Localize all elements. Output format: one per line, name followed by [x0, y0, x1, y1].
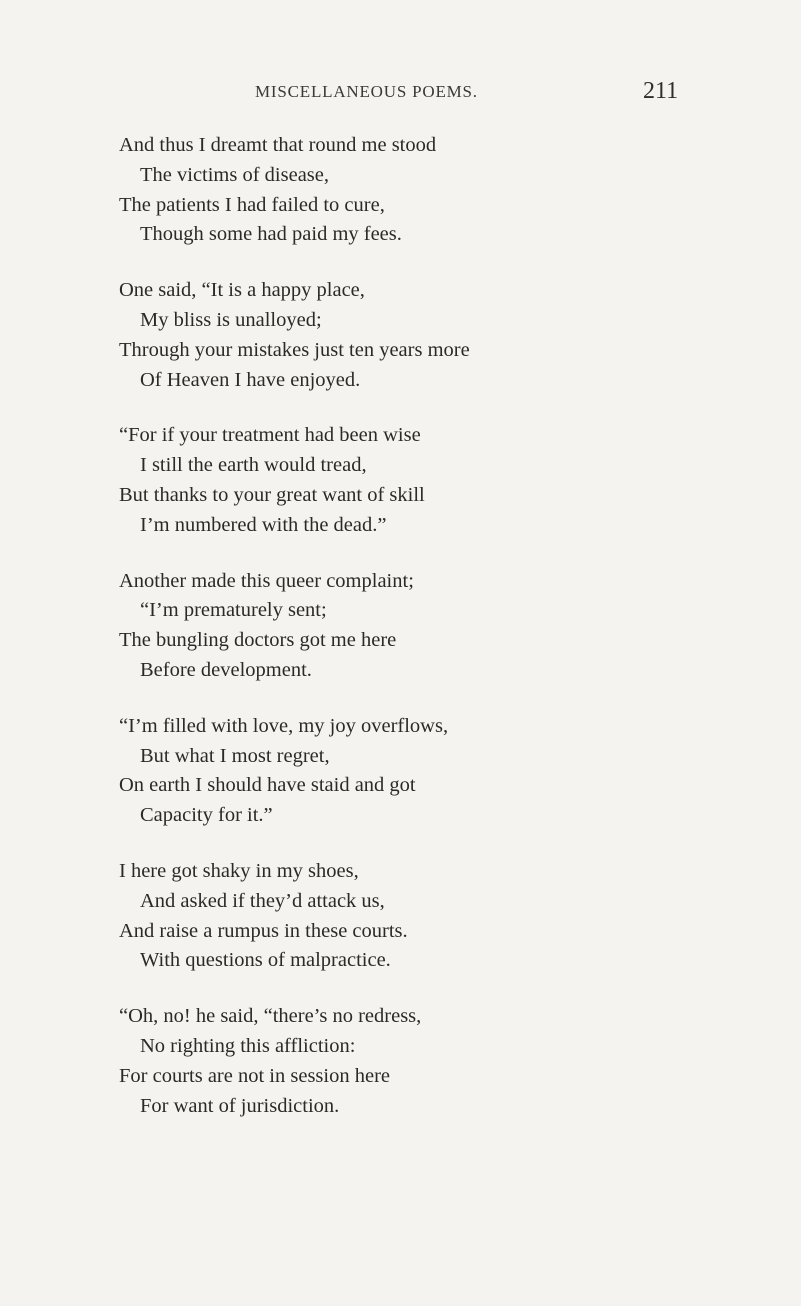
- stanza-1: [0, 131, 801, 250]
- poem-line: And asked if they’d attack us,: [140, 889, 385, 912]
- page-header: [0, 78, 801, 112]
- stanza-7: [0, 1002, 801, 1121]
- running-title: MISCELLANEOUS POEMS.: [255, 82, 478, 101]
- poem-line: “I’m filled with love, my joy overflows,: [119, 714, 449, 737]
- poem-line: No righting this affliction:: [140, 1034, 356, 1057]
- stanza-4: [0, 567, 801, 686]
- stanza-3: [0, 421, 801, 540]
- stanza-2: [0, 276, 801, 395]
- stanza-5: [0, 712, 801, 831]
- poem-line: The patients I had failed to cure,: [119, 193, 385, 216]
- poem-line: “For if your treatment had been wise: [119, 424, 421, 447]
- poem-line: Another made this queer complaint;: [119, 569, 414, 592]
- poem-line: The victims of disease,: [140, 163, 330, 186]
- poem-line: And raise a rumpus in these courts.: [119, 919, 408, 942]
- poem-line: “I’m prematurely sent;: [140, 599, 327, 622]
- poem-line: I still the earth would tread,: [140, 454, 367, 477]
- poem-line: Before development.: [140, 658, 312, 681]
- poem-line: But thanks to your great want of skill: [119, 483, 425, 506]
- poem-line: My bliss is unalloyed;: [140, 308, 322, 331]
- poem-line: Capacity for it.”: [140, 804, 273, 827]
- poem: [0, 131, 801, 1147]
- poem-line: I’m numbered with the dead.”: [140, 513, 387, 536]
- poem-line: Though some had paid my fees.: [140, 223, 402, 246]
- poem-line: I here got shaky in my shoes,: [119, 859, 359, 882]
- poem-line: “Oh, no! he said, “there’s no redress,: [119, 1005, 422, 1028]
- poem-line: On earth I should have staid and got: [119, 774, 416, 797]
- poem-line: And thus I dreamt that round me stood: [119, 134, 437, 156]
- poem-line: Of Heaven I have enjoyed.: [140, 368, 361, 391]
- poem-line: For courts are not in session here: [119, 1064, 390, 1087]
- poem-line: For want of jurisdiction.: [140, 1094, 340, 1117]
- poem-line: With questions of malpractice.: [140, 949, 391, 972]
- poem-line: One said, “It is a happy place,: [119, 279, 365, 302]
- page-number: 211: [643, 78, 679, 104]
- stanza-6: [0, 857, 801, 976]
- poem-line: But what I most regret,: [140, 744, 330, 767]
- poem-line: The bungling doctors got me here: [119, 629, 397, 652]
- poem-line: Through your mistakes just ten years more: [119, 338, 470, 361]
